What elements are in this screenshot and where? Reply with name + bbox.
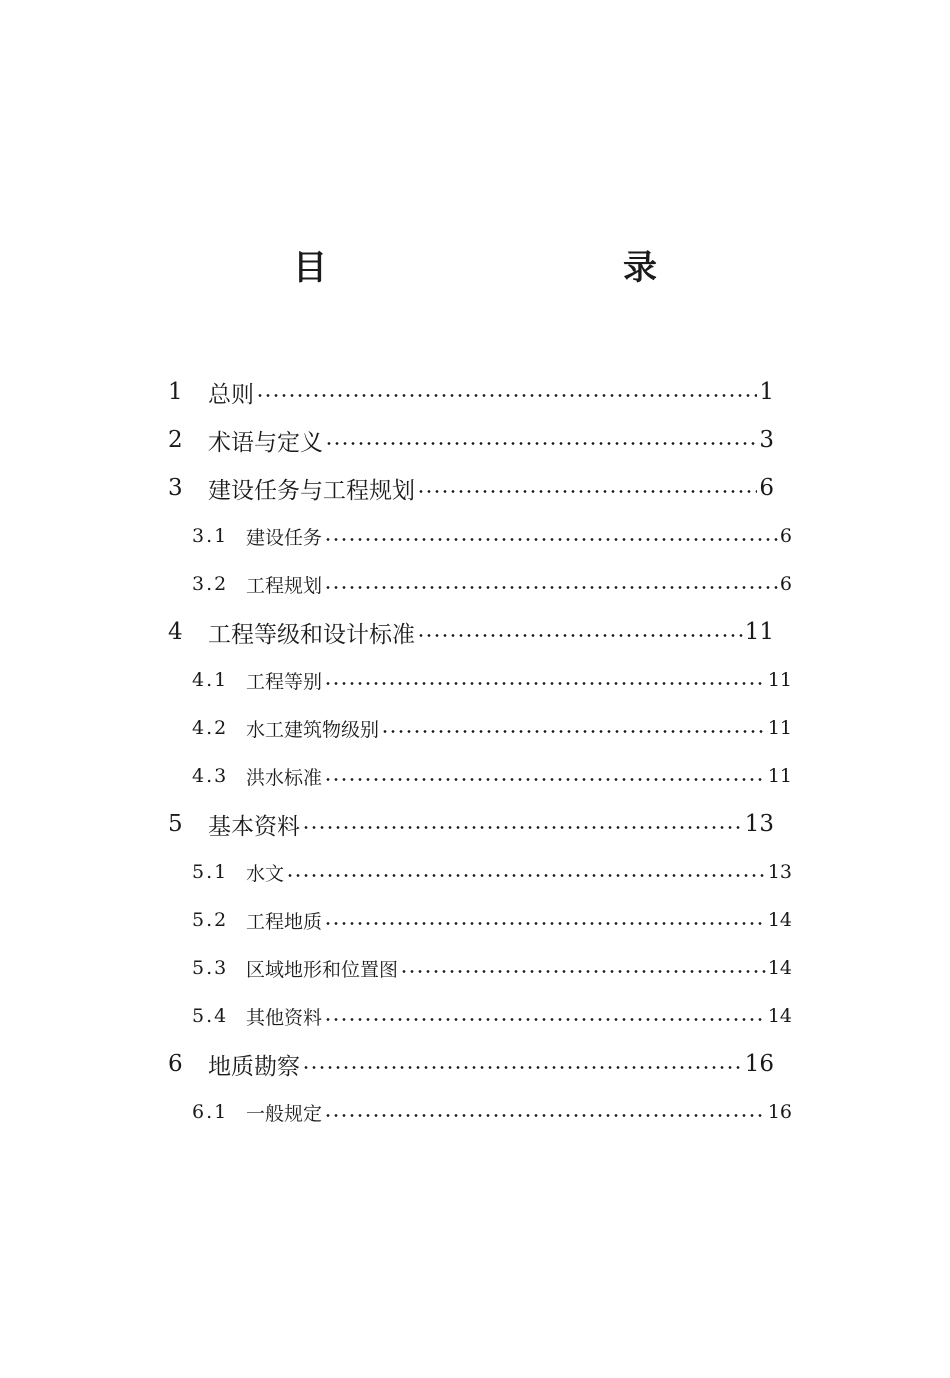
toc-entry-title: 总则 — [208, 381, 254, 408]
toc-entry-number: 6 — [168, 1051, 183, 1077]
toc-entry[interactable] — [192, 900, 792, 940]
dot-leader — [417, 634, 743, 637]
toc-entry-page: 1 — [759, 379, 774, 405]
toc-entry-number: 4.3 — [192, 765, 229, 787]
toc-entry-number: 5.2 — [192, 909, 229, 931]
toc-entry-title: 工程等别 — [246, 670, 323, 693]
toc-entry-title: 基本资料 — [208, 813, 300, 840]
toc-entry-title: 洪水标准 — [246, 766, 323, 789]
toc-entry-page: 14 — [767, 909, 792, 931]
toc-entry-title: 水文 — [246, 862, 285, 885]
dot-leader — [324, 922, 766, 925]
dot-leader — [325, 442, 757, 445]
toc-entry-page: 3 — [759, 427, 774, 453]
toc-entry[interactable] — [192, 564, 792, 604]
toc-entry-title: 建设任务 — [246, 526, 323, 549]
toc-entry-number: 6.1 — [192, 1101, 229, 1123]
toc-entry-page: 14 — [767, 1005, 792, 1027]
toc-entry-page: 11 — [767, 717, 792, 739]
dot-leader — [302, 1066, 743, 1069]
toc-entry-page: 6 — [779, 573, 792, 595]
toc-entry-title: 区域地形和位置图 — [246, 958, 399, 981]
toc-entry-number: 3.2 — [192, 573, 229, 595]
dot-leader — [302, 826, 743, 829]
toc-entry-page: 16 — [767, 1101, 792, 1123]
toc-entry-number: 3 — [168, 475, 183, 501]
dot-leader — [324, 682, 766, 685]
toc-entry[interactable] — [168, 612, 774, 652]
toc-entry[interactable] — [192, 516, 792, 556]
toc-entry-title: 建设任务与工程规划 — [208, 477, 415, 504]
toc-entry-page: 13 — [767, 861, 792, 883]
toc-entry-page: 11 — [767, 669, 792, 691]
dot-leader — [324, 586, 778, 589]
toc-entry[interactable] — [192, 1092, 792, 1132]
toc-entry-title: 工程等级和设计标准 — [208, 621, 415, 648]
toc-entry[interactable] — [192, 756, 792, 796]
dot-leader — [324, 1018, 766, 1021]
dot-leader — [324, 538, 778, 541]
toc-entry[interactable] — [192, 660, 792, 700]
toc-entry-title: 水工建筑物级别 — [246, 718, 380, 741]
toc-entry[interactable] — [168, 804, 774, 844]
toc-entry-number: 2 — [168, 427, 183, 453]
toc-entry[interactable] — [168, 468, 774, 508]
toc-entry-number: 3.1 — [192, 525, 229, 547]
toc-entry-number: 5.3 — [192, 957, 229, 979]
toc-entry[interactable] — [192, 852, 792, 892]
toc-entry-number: 4 — [168, 619, 183, 645]
toc-entry-title: 一般规定 — [246, 1102, 323, 1125]
toc-entry-title: 工程地质 — [246, 910, 323, 933]
dot-leader — [324, 778, 766, 781]
toc-entry-number: 5.1 — [192, 861, 229, 883]
dot-leader — [417, 490, 757, 493]
dot-leader — [324, 1114, 766, 1117]
toc-entry-number: 5.4 — [192, 1005, 229, 1027]
dot-leader — [381, 730, 766, 733]
dot-leader — [400, 970, 766, 973]
toc-entry-number: 1 — [168, 379, 183, 405]
toc-entry-page: 6 — [759, 475, 774, 501]
dot-leader — [286, 874, 766, 877]
toc-entry-number: 4.2 — [192, 717, 229, 739]
page-title: 目 录 — [293, 248, 733, 288]
toc-entry-page: 13 — [744, 811, 774, 837]
toc-entry[interactable] — [168, 1044, 774, 1084]
toc-entry-number: 4.1 — [192, 669, 229, 691]
toc-entry-title: 术语与定义 — [208, 429, 323, 456]
toc-entry-page: 6 — [779, 525, 792, 547]
toc-entry-page: 14 — [767, 957, 792, 979]
toc-entry[interactable] — [168, 420, 774, 460]
toc-entry-title: 其他资料 — [246, 1006, 323, 1029]
toc-entry[interactable] — [192, 948, 792, 988]
toc-entry-title: 工程规划 — [246, 574, 323, 597]
toc-entry[interactable] — [192, 708, 792, 748]
toc-entry-title: 地质勘察 — [208, 1053, 300, 1080]
toc-entry[interactable] — [192, 996, 792, 1036]
toc-entry-page: 11 — [744, 619, 774, 645]
toc-entry-page: 16 — [744, 1051, 774, 1077]
toc-entry-number: 5 — [168, 811, 183, 837]
toc-entry-page: 11 — [767, 765, 792, 787]
toc-entry[interactable] — [168, 372, 774, 412]
dot-leader — [256, 394, 757, 397]
